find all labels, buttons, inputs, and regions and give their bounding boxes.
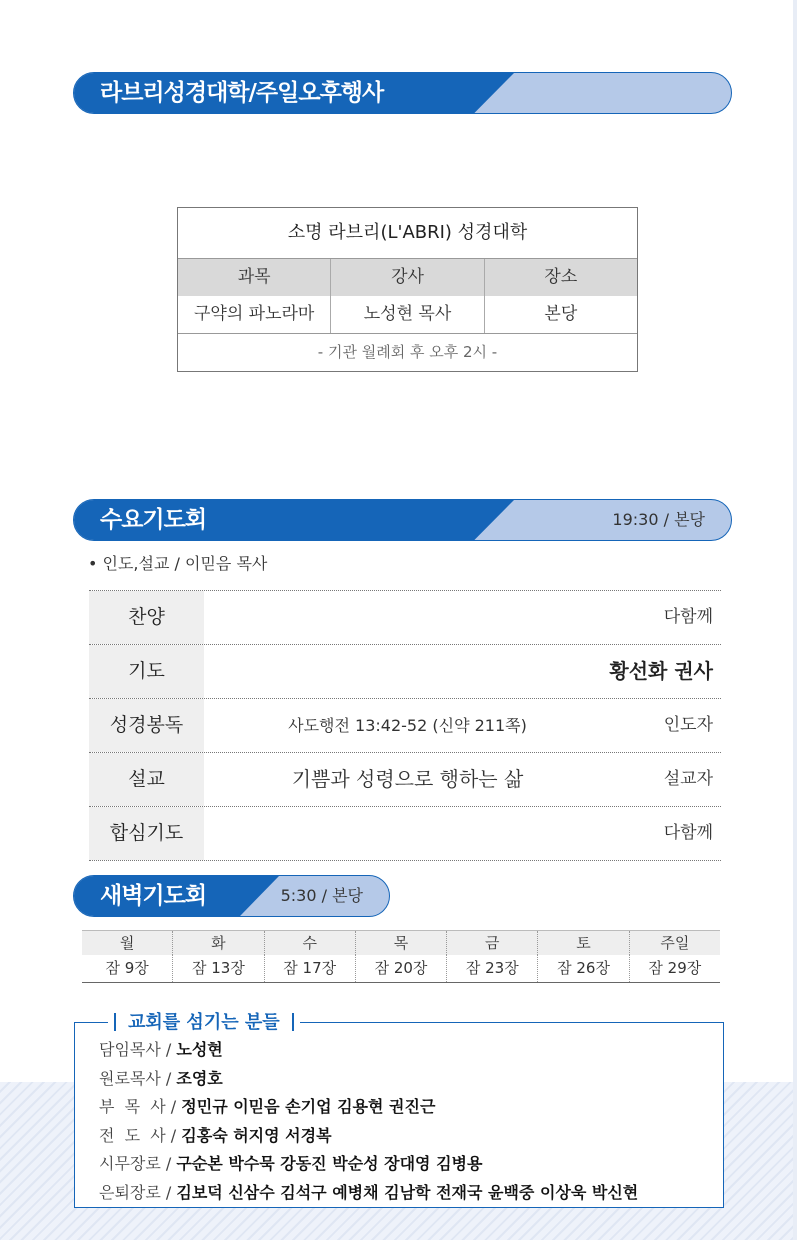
header-subject: 과목 [237, 267, 271, 287]
cell-place: 본당 [484, 296, 637, 333]
day-cell: 토 [537, 931, 628, 955]
staff-line [99, 1065, 638, 1094]
staff-names: 정민규 이믿음 손기업 김용현 권진근 [181, 1097, 436, 1116]
sermon-title: 기쁨과 성령으로 행하는 삶 [291, 767, 524, 791]
program-label: 찬양 [89, 591, 204, 644]
program-label: 성경봉독 [89, 699, 204, 752]
staff-names: 노성현 [176, 1040, 223, 1059]
program-row [89, 806, 721, 861]
labri-note: - 기관 월례회 후 오후 2시 - [178, 333, 637, 371]
staff-role: 부 목 사 / [99, 1097, 182, 1116]
staff-line [99, 1179, 638, 1208]
reading-cell: 잠 26장 [537, 955, 628, 982]
header-place: 장소 [484, 259, 637, 296]
program-row [89, 752, 721, 806]
program-label: 기도 [89, 645, 204, 698]
dawn-table [82, 930, 720, 983]
header-lecturer: 강사 [330, 259, 483, 296]
staff-line [99, 1122, 638, 1151]
page-edge [793, 0, 797, 1240]
reading-cell: 잠 17장 [264, 955, 355, 982]
dawn-banner [73, 875, 390, 917]
staff-line [99, 1036, 638, 1065]
program-label: 합심기도 [89, 807, 204, 860]
staff-names: 김홍숙 허지영 서경복 [181, 1125, 332, 1145]
program-row [89, 698, 721, 752]
heading-bar-right [292, 1013, 294, 1031]
scripture-reading: 사도행전 13:42-52 (신약 211쪽) [288, 716, 527, 735]
dawn-days-row [82, 930, 720, 955]
staff-title: 교회를 섬기는 분들 [128, 1012, 280, 1033]
dawn-time-place: 5:30 / 본당 [280, 886, 363, 905]
staff-names: 구순본 박수묵 강동진 박순성 장대영 김병용 [176, 1154, 483, 1173]
program-person: 다함께 [663, 607, 713, 627]
reading-cell: 잠 23장 [446, 955, 537, 982]
reading-cell: 잠 20장 [355, 955, 446, 982]
cell-lecturer: 노성현 목사 [330, 296, 483, 333]
program-person: 인도자 [663, 715, 713, 735]
reading-cell: 잠 29장 [629, 955, 720, 982]
staff-role: 원로목사 / [99, 1068, 177, 1088]
labri-data-row [178, 296, 637, 333]
wednesday-leader: • 인도,설교 / 이믿음 목사 [88, 554, 268, 573]
cell-subject: 구약의 파노라마 [193, 304, 315, 324]
staff-role: 은퇴장로 / [99, 1182, 177, 1202]
day-cell: 수 [264, 931, 355, 955]
wednesday-banner [73, 499, 732, 541]
staff-role: 전 도 사 / [99, 1125, 182, 1145]
program-person: 다함께 [663, 823, 713, 843]
reading-cell: 잠 9장 [105, 959, 149, 977]
wednesday-program [89, 590, 721, 861]
staff-names: 조영호 [176, 1068, 223, 1088]
labri-banner [73, 72, 732, 114]
staff-line [99, 1150, 638, 1179]
staff-role: 시무장로 / [99, 1154, 177, 1173]
day-cell: 월 [119, 934, 135, 952]
wednesday-time-place: 19:30 / 본당 [612, 510, 705, 529]
labri-header-row [178, 259, 637, 296]
program-person: 황선화 권사 [609, 659, 713, 683]
dawn-title: 새벽기도회 [100, 883, 207, 909]
labri-table [177, 207, 638, 372]
staff-line [99, 1093, 638, 1122]
program-row [89, 590, 721, 644]
program-person: 설교자 [663, 769, 713, 789]
reading-cell: 잠 13장 [172, 955, 263, 982]
program-row [89, 644, 721, 698]
labri-table-title: 소명 라브리(L'ABRI) 성경대학 [178, 208, 637, 259]
dawn-readings-row [82, 955, 720, 982]
staff-role: 담임목사 / [99, 1040, 177, 1059]
staff-list [99, 1036, 638, 1207]
day-cell: 화 [172, 931, 263, 955]
day-cell: 금 [446, 931, 537, 955]
program-label: 설교 [89, 753, 204, 806]
day-cell: 목 [355, 931, 446, 955]
wednesday-title: 수요기도회 [100, 507, 207, 533]
staff-names: 김보덕 신삼수 김석구 예병채 김남학 전재국 윤백중 이상욱 박신현 [176, 1182, 639, 1202]
staff-heading [108, 1010, 300, 1036]
day-cell: 주일 [629, 931, 720, 955]
labri-title: 라브리성경대학/주일오후행사 [100, 80, 384, 106]
heading-bar-left [114, 1013, 116, 1031]
